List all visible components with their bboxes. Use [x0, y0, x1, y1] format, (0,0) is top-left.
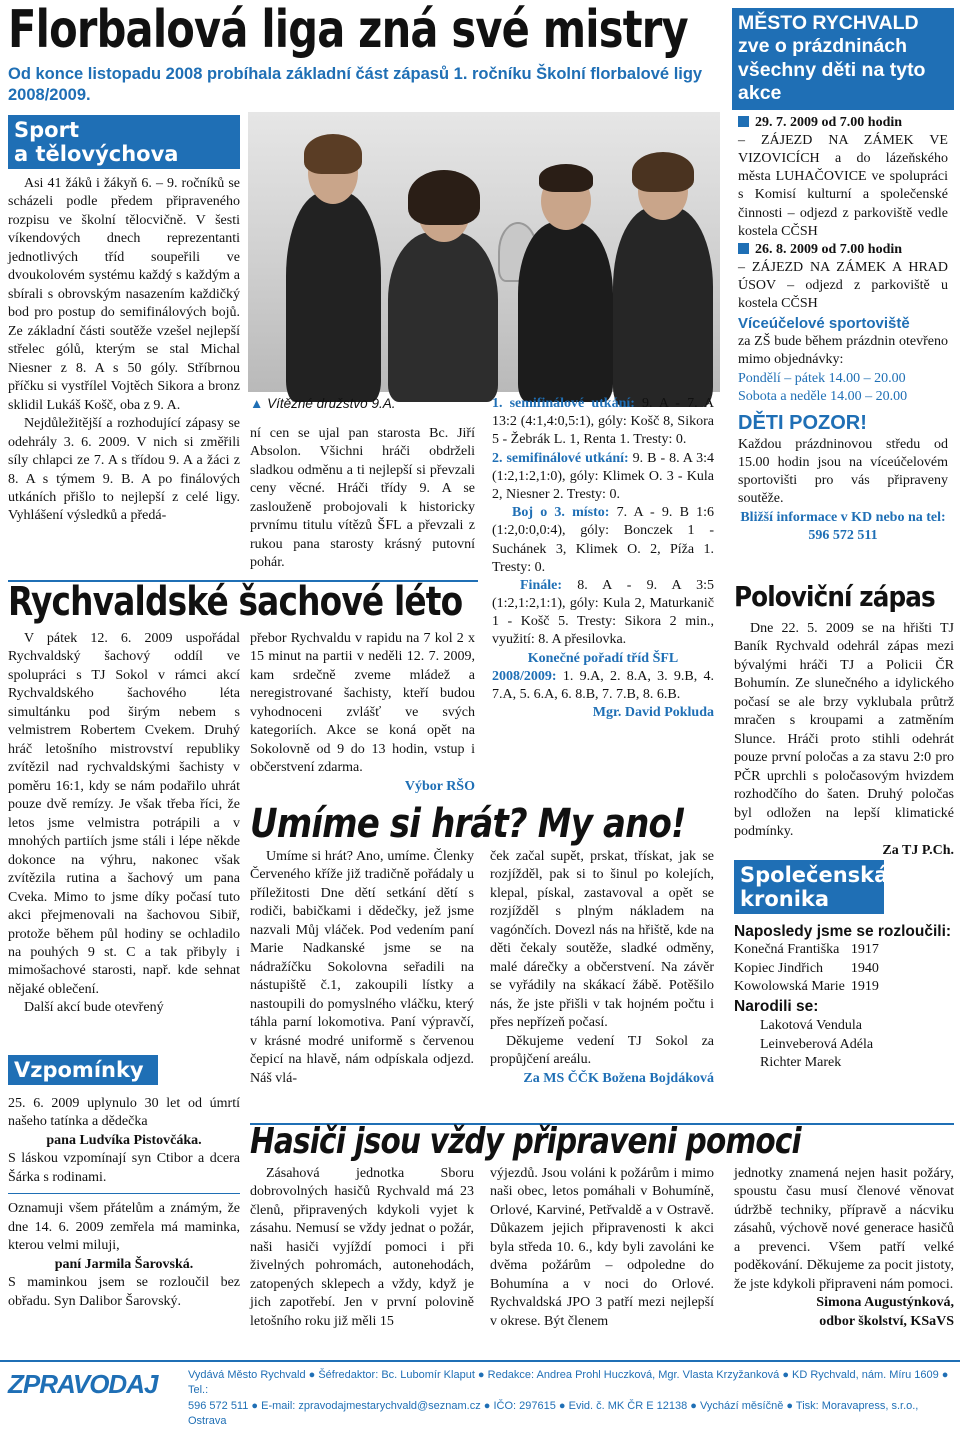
sf1-num: 9. [642, 396, 653, 411]
chess-col2-text: přebor Rychvaldu v rapidu na 7 kol 2 x 15 minut na partii v neděli 12. 7. 2009, kam srdečně zveme mládež a neregistrované šachisty, kteří budou vyhodnoceni zvlášť ve svých kategoriích. Akce se koná opět na Sokolovně od 9 do 13 hodin, vstup i občerstvení zdarma. [250, 631, 475, 776]
deceased-name: Kopiec Jindřich [734, 960, 824, 976]
town-title: MĚSTO RYCHVALD zve o prázdninách všechny děti na tyto akce [732, 8, 954, 110]
sf2-text: B - 8. A 3:4 (1:2,1:2,1:0), góly: Klimek O. 3 - Kula 2, Niesner 2. Tresty: 0. [492, 450, 715, 502]
firemen-signature1: Simona Augustýnková, [816, 1295, 954, 1311]
social-tag [734, 860, 889, 914]
social-tag-line2: kronika [740, 887, 830, 912]
sf2-num: 9. [632, 450, 644, 466]
play-headline: Umíme si hrát? My ano! [250, 801, 686, 847]
item1-date: 29. 7. 2009 od 7.00 hodin [755, 114, 903, 130]
social-chronicle [734, 922, 954, 1073]
half-text-body: Dne 22. 5. 2009 se na hřišti TJ Baník Rychvald odehrál zápas mezi bývalými hráči TJ a Policii ČR Bohumín. Ze slunečného a idylického počasí se ale brzy vyklubala průtrž mračen s kroupami a zatměním Slunce. Hráči proto stihli odehrát pouze první poločas a za stavu 2:0 pro PČR uprchli s poločasovým hvizdem rozhodčího do šaten. Druhý poločas byl odložen na lepší klimatické podmínky. [734, 621, 954, 840]
firemen-col3 [734, 1165, 954, 1331]
firemen-col1-text: Zásahová jednotka Sboru dobrovolných hasičů Rychvald má 23 členů, připravených kdykoli vyjet k zásahu. Nemusí se vždy jednat o požár, naši hasiči vyjíždí pomoci i při živelných pohromách, autonehodách, zatopených sklepech a vždy, když je jich zapotřebí. Jen v první polovině letošního roku již měli 15 [250, 1166, 474, 1329]
sport-tag [8, 115, 240, 169]
order-label2: 2008/2009: [492, 668, 557, 684]
photo-caption [250, 395, 395, 413]
play-col2-text: ček začal supět, prskat, třískat, jak se rozjížděl, pak si to šinul po kolejích, klepal, pískal, zastavoval a opět se rozjížděl s plným nákladem na vagónčích. Dovezl nás na hřiště, kde na děti čekaly soutěže, sladké odměny, malé dárečky a občerstvení. Na závěr se vyřádily na skákací žábě. Potěšilo nás, že jste přišli v tak hojném počtu i přes nepřízeň počasí. [490, 849, 714, 1031]
list-item [734, 960, 885, 978]
results-author: Mgr. David Pokluda [592, 705, 714, 721]
deceased-title: Naposledy jsme se rozloučili: [734, 923, 952, 940]
play-col2 [490, 848, 714, 1088]
memory1-end: S láskou vzpomínají syn Ctibor a dcera Šárka s rodinami. [8, 1151, 240, 1185]
sport-text [8, 175, 240, 526]
sport-tag-line2: a tělovýchova [14, 142, 179, 167]
firemen-col1 [250, 1165, 474, 1331]
list-item [734, 978, 885, 996]
memories-divider [8, 1193, 240, 1194]
footer-text [188, 1368, 956, 1430]
firemen-signature2: odbor školství, KSaVS [819, 1313, 954, 1329]
sport-text-col2: ní cen se ujal pan starosta Bc. Jiří Absolon. Všichni hráči obdrželi sladkou odměnu a ti nejlepší si převzali ceny věcné. Hráči třídy 9. A se zaslouženě probojovali k historicky prvnímu titulu vítězů ŠFL a převzali z rukou pana starosty krásný putovní pohár. [250, 426, 475, 571]
playground-title: Víceúčelové sportoviště [738, 314, 910, 332]
social-tag-line1: Společenská [740, 863, 889, 887]
half-headline: Poloviční zápas [734, 580, 935, 613]
chess-col2 [250, 630, 475, 796]
final-text: (1:2,1:2,1:1), góly: Kula 2, Maturkanič 1 - Košč 5. Tresty: Sikora 2 min., využití: 8. A přesilovka. [492, 596, 714, 648]
firemen-col2 [490, 1165, 714, 1331]
footer-logo: ZPRAVODAJ [8, 1369, 158, 1399]
kids-title: DĚTI POZOR! [738, 411, 867, 434]
sf1-text: A - 7. A 13:2 (4:1,4:0,5:1), góly: Košč 8, Sikora 5 - Žebrák L. 1, Renta 1. Tresty: 0. [492, 396, 715, 448]
bronze-text: B 1:6 (1:2,0:0,0:4), góly: Bonczek 1 - Suchánek 3, Klimek O. 2, Píža 1. Tresty: 0. [492, 505, 715, 575]
town-sidebar [732, 8, 954, 545]
chess-col1 [8, 630, 240, 1018]
final-label: Finále: [520, 577, 562, 593]
team-photo [248, 112, 720, 392]
bronze-label: Boj o 3. místo: [512, 505, 610, 521]
caption-text: Vítězné družstvo 9.A. [267, 396, 396, 411]
item2-text: – ZÁJEZD NA ZÁMEK A HRAD ÚSOV – odjezd z parkoviště u kostela CČSH [738, 260, 948, 312]
play-thanks: Děkujeme vedení TJ Sokol za propůjčení areálu. [490, 1033, 714, 1068]
memory1-name: pana Ludvíka Pistovčáka. [46, 1132, 202, 1148]
memories [8, 1095, 240, 1311]
playground-line2: Sobota a neděle 14.00 – 20.00 [738, 388, 908, 404]
bullet-square-icon [738, 116, 749, 127]
sport-text-p1: Asi 41 žáků i žákyň 6. – 9. ročníků se scházeli podle předem připraveného rozpisu ve školní tělocvičně. V šesti víkendových dnech reprezentanti jednotlivých tříd soupeřili ve dvoukolovém systému každý s každým a sbírali s obrovským nasazením každičký bod pro postup do semifinálových bojů. Ze základní části soutěže vzešel nejlepší střelec gólů, kterým se stal Michal Niesner z 8. A s 50 góly. Stříbrnou příčku si vystřílel Vojtěch Sikora a bronz sklidil Lukáš Košč, oba z 9. A. [8, 176, 240, 413]
order-text: 1. 9.A, 2. 8.A, 3. 9.B, 4. 7.A, 5. 6.A, 6. 8.B, 7. 7.B, 8. 6.B. [492, 668, 715, 702]
born-item: Richter Marek [760, 1055, 842, 1071]
chess-headline: Rychvaldské šachové léto [8, 579, 463, 625]
subheadline: Od konce listopadu 2008 probíhala základní část zápasů 1. ročníku Školní florbalové ligy 2008/2009. [8, 65, 703, 104]
born-item: Leinveberová Adéla [760, 1036, 874, 1052]
footer [0, 1360, 960, 1428]
half-signature: Za TJ P.Ch. [882, 842, 954, 858]
play-signature: Za MS ČČK Božena Bojdáková [523, 1070, 714, 1086]
sf1-label: 1. semifinálové utkání: [492, 396, 635, 411]
memories-tag: Vzpomínky [8, 1055, 158, 1085]
born-title: Narodili se: [734, 997, 819, 1015]
item2-date: 26. 8. 2009 od 7.00 hodin [755, 241, 903, 257]
final-score: 8. A - 9. A 3:5 [577, 577, 714, 593]
deceased-year: 1940 [850, 960, 879, 976]
kids-text: Každou prázdninovou středu od 15.00 hodin jsou na víceúčelovém sportovišti pro vás připraveny soutěže. [738, 436, 948, 507]
firemen-col2-text: výjezdů. Jsou voláni k požárům i mimo naši obec, letos pomáhali v Bohumíně, Orlové, Karviné, Petřvaldě a v Ostravě. Důkazem jejich připravenosti k akci byla středa 10. 6., kdy byli zavoláni ke dvěma požárům – odpoledne do Bohumína a v noci do Orlové. Rychvaldská JPO 3 patří mezi nejlepší v okrese. Být členem [490, 1166, 714, 1329]
half-text [734, 620, 954, 860]
caption-triangle-icon: ▲ [250, 396, 264, 411]
sport-tag-line1: Sport [14, 118, 79, 142]
footer-line2: 596 572 511 ● E-mail: zpravodajmestarychvald@seznam.cz ● IČO: 297615 ● Evid. č. MK ČR E 12138 ● Vychází měsíčně ● Tisk: Moravapress, s.r.o., Ostrava [188, 1399, 919, 1428]
results [492, 395, 714, 722]
chess-signature: Výbor RŠO [404, 778, 475, 794]
play-col1 [250, 848, 474, 1088]
born-item: Lakotová Vendula [760, 1018, 862, 1034]
chess-col1-text: V pátek 12. 6. 2009 uspořádal Rychvaldský šachový oddíl ve spolupráci s TJ Sokol v rámci akcí Rychvaldského šachového léta simultánku pod širým nebem s velmistrem Robertem Cvekem. Druhý hráč letošního mistrovství republiky zvítězil nad rychvaldskými šachisty v poměru 16:1, kdy se nám podařilo uhrát pouze dvě remízy. Je však třeba říci, že letos jsme velmistra potrápili a v mnohých partiích jsme stáli i lépe někde dokonce na výhru, nakonec však zvítězila rutina a šachový um pana Cveka. Mimo to jsme díky počasí tuto akci přejmenovali na šachovou Sibiř, protože během půl hodiny se ochladilo na pouhých 9 st. C a tak přibyly i mimošachové starosti, např. kde sehnat nějaké oblečení. [8, 631, 240, 997]
deceased-year: 1917 [850, 942, 879, 958]
item1-text: – ZÁJEZD NA ZÁMEK VE VIZOVICÍCH a do lázeňského města LUHAČOVICE ve spolupráci s Komisí kulturní a společenské činnosti – odjezd z parkoviště vedle kostela CČSH [738, 132, 948, 239]
kids-info: Bližší informace v KD nebo na tel: 596 572 511 [740, 509, 946, 543]
playground-text: za ZŠ bude během prázdnin otevřeno mimo objednávky: [738, 334, 948, 368]
bronze-score: 7. A - 9. [616, 505, 673, 521]
playground-line1: Pondělí – pátek 14.00 – 20.00 [738, 370, 906, 386]
deceased-list [734, 941, 885, 996]
deceased-name: Kowolowská Marie [734, 979, 845, 995]
order-label: Konečné pořadí tříd ŠFL [527, 650, 679, 666]
memory2-text: Oznamuji všem přátelům a známým, že dne 14. 6. 2009 zemřela má maminka, kterou velmi miluji, [8, 1201, 240, 1254]
footer-line1: Vydává Město Rychvald ● Šéfredaktor: Bc. Lubomír Klaput ● Redakce: Andrea Prohl Huczková, Mgr. Vlasta Krzyžanková ● KD Rychvald, nám. Míru 1609 ● Tel.: [188, 1369, 949, 1397]
sport-text-p2: Nejdůležitější a rozhodující zápasy se odehrály 3. 6. 2009. V nich si změřili síly chlapci ze 7. A s třídou 9. A a žáci z 8. A s týmem 9. B. A po finálových utkáních přišlo to nejlepší z celé ligy. Vyhlášení výsledků a předá- [8, 416, 240, 524]
deceased-year: 1919 [850, 979, 879, 995]
list-item [734, 941, 885, 959]
main-headline: Florbalová liga zná své mistry [8, 0, 688, 60]
firemen-col3-text: jednotky znamená nejen hasit požáry, spoustu času musí členové věnovat údržbě techniky, přípravě a nácviku zásahů, výchově nové generace hasičů a prevenci. Všem patří velké poděkování. Děkujeme za pocit jistoty, že jste kdykoli připraveni nám pomoci. [734, 1166, 954, 1292]
sf2-label: 2. semifinálové utkání: [492, 450, 629, 466]
memory1-text: 25. 6. 2009 uplynulo 30 let od úmrtí našeho tatínka a dědečka [8, 1096, 240, 1130]
memory2-end: S maminkou jsem se rozloučil bez obřadu. Syn Dalibor Šarovský. [8, 1275, 240, 1309]
play-col1-text: Umíme si hrát? Ano, umíme. Členky Červeného kříže již tradičně pořádaly u příležitosti Dne dětí setkání dětí s rodiči, babičkami i dědečky, jež jsme nazvali Můj vláček. Pod vedením paní Marie Nadkanské jsme se na nádražíčku Sokolovna seřadili na nástupiště č.1, zakoupili lístky a nastoupili do pomyslného vláčku, který táhla parní lokomotiva. Paní výpravčí, v krásné modré uniformě s červenou čepicí na hlavě, nám odpískala odjezd. Náš vlá- [250, 849, 474, 1086]
deceased-name: Konečná Františka [734, 942, 840, 958]
bullet-square-icon [738, 243, 749, 254]
firemen-headline: Hasiči jsou vždy připraveni pomoci [250, 1121, 801, 1162]
memory2-name: paní Jarmila Šarovská. [54, 1256, 194, 1272]
chess-col1-end: Další akcí bude otevřený [24, 1000, 164, 1016]
